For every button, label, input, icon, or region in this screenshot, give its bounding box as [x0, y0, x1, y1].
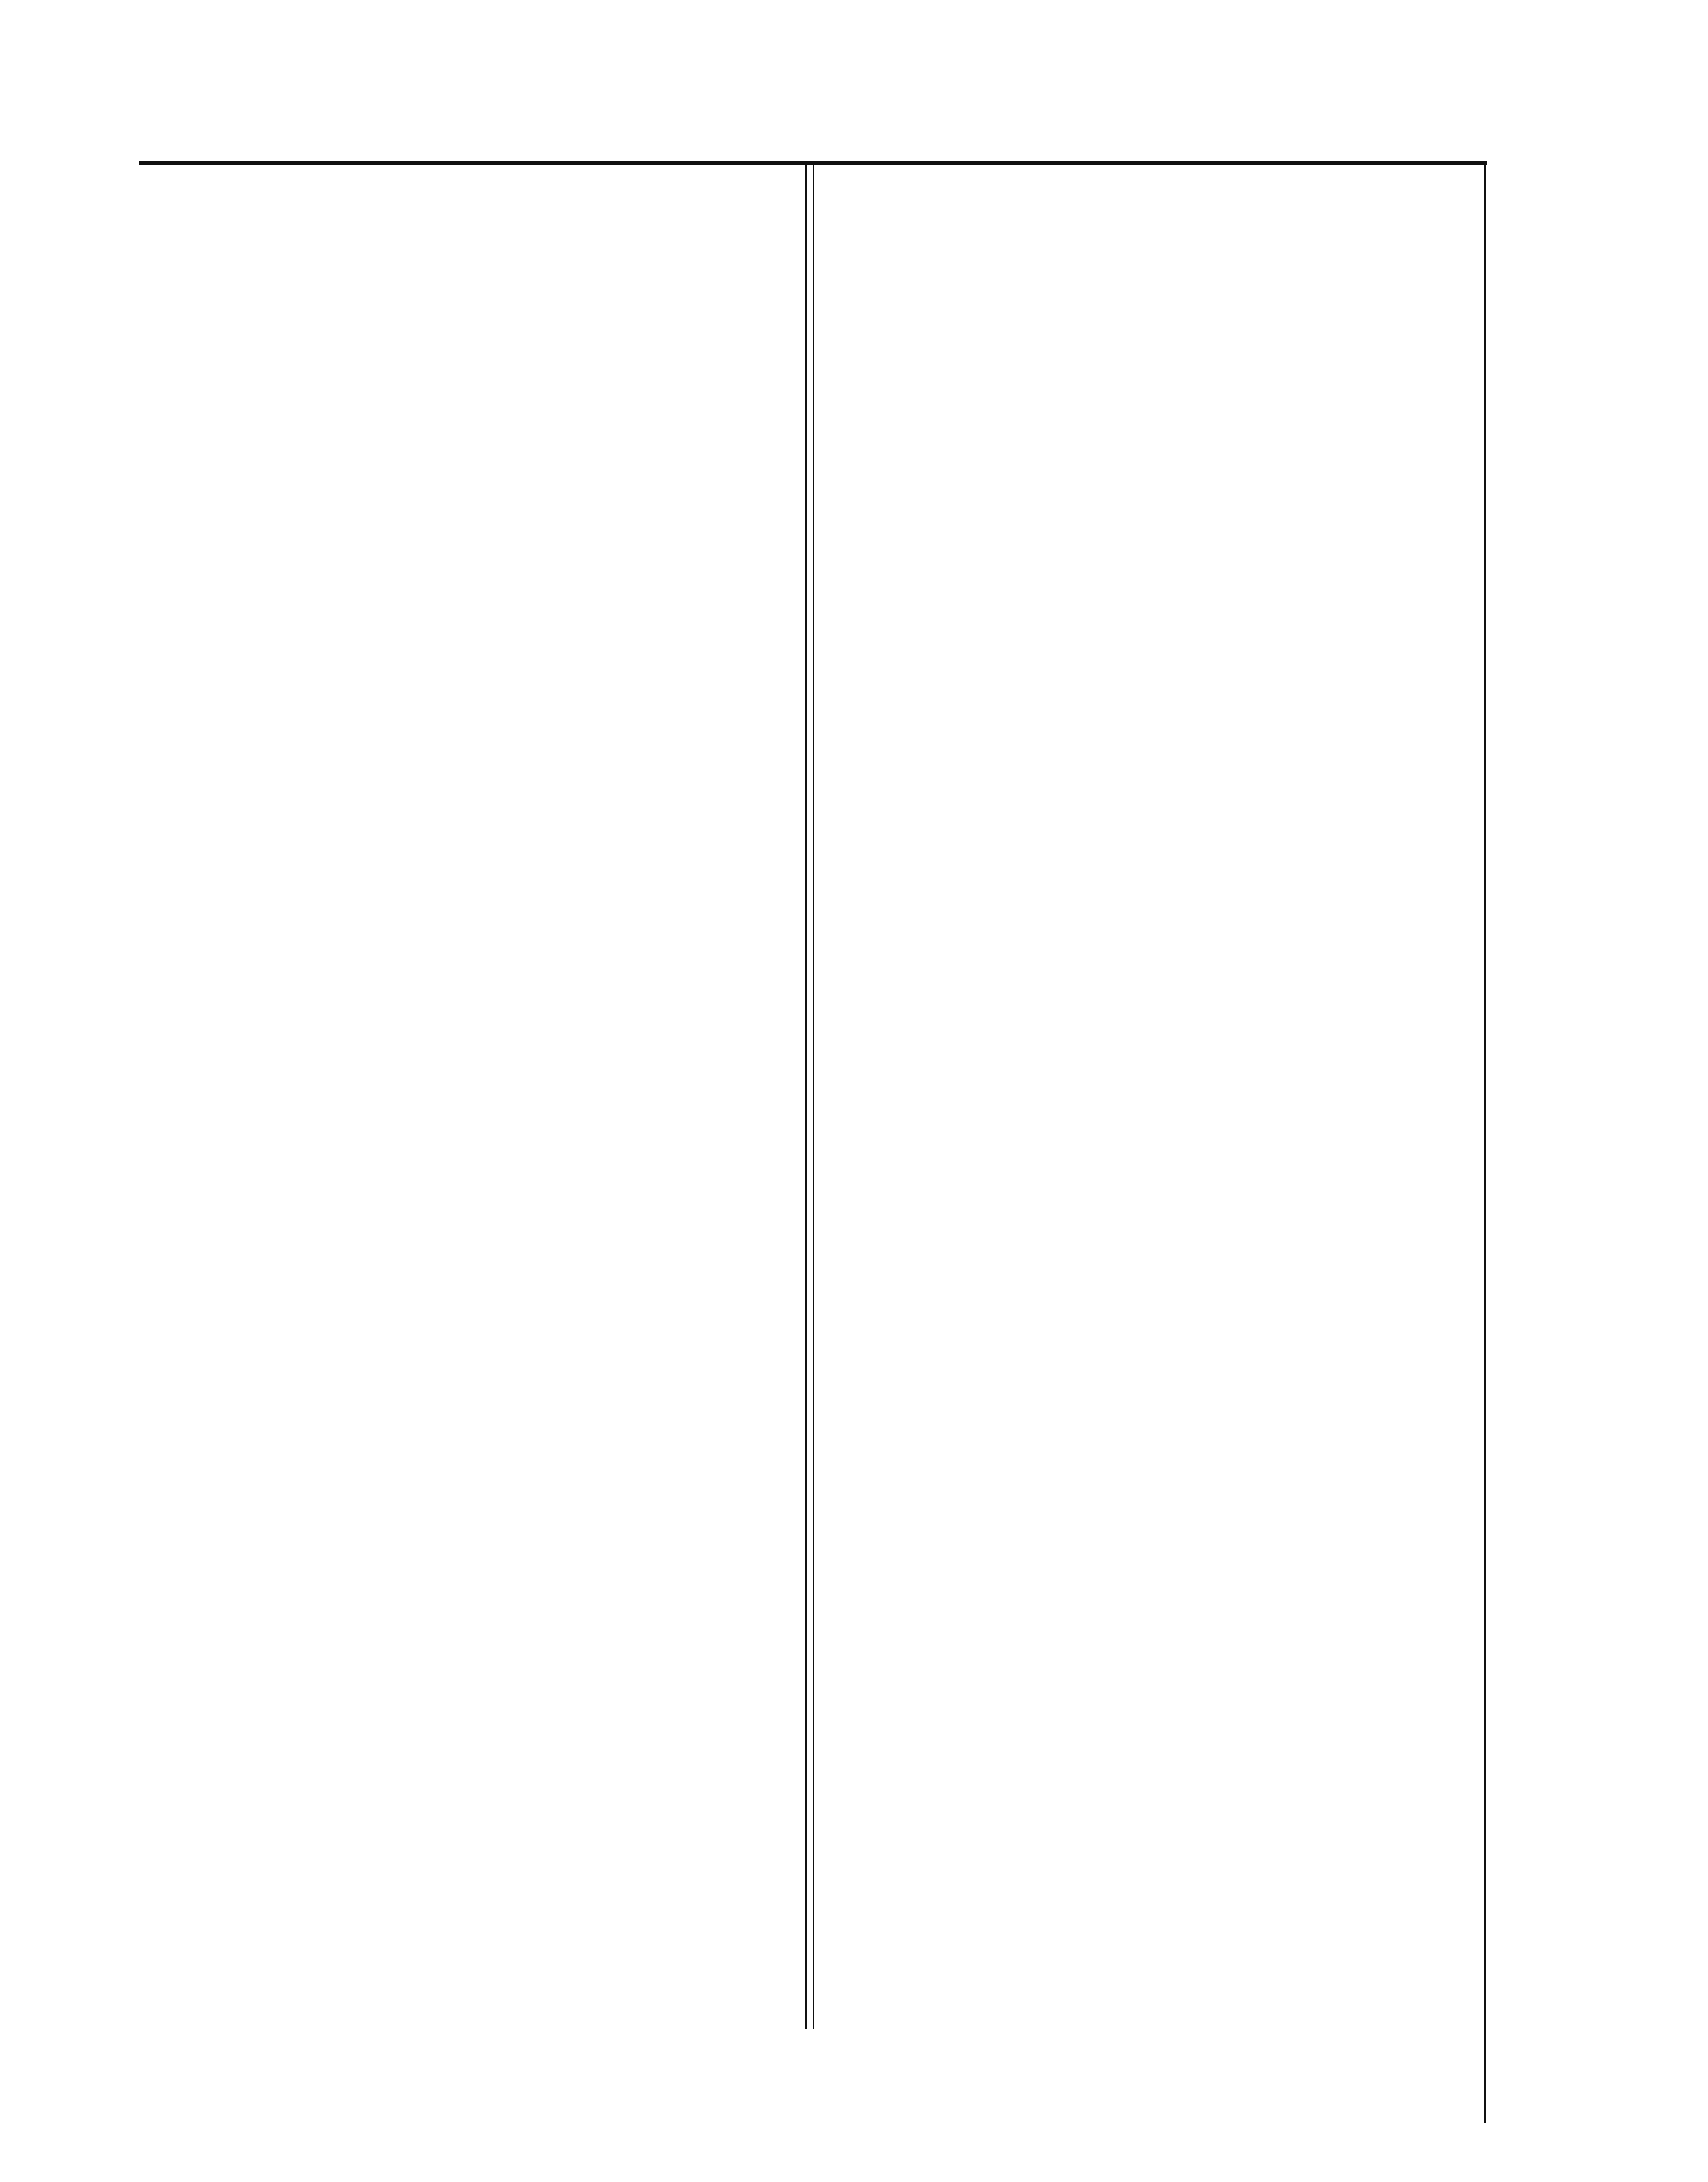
center-rule-right [813, 161, 814, 2029]
center-rule-left [805, 161, 807, 2029]
right-rule [1484, 161, 1486, 2123]
